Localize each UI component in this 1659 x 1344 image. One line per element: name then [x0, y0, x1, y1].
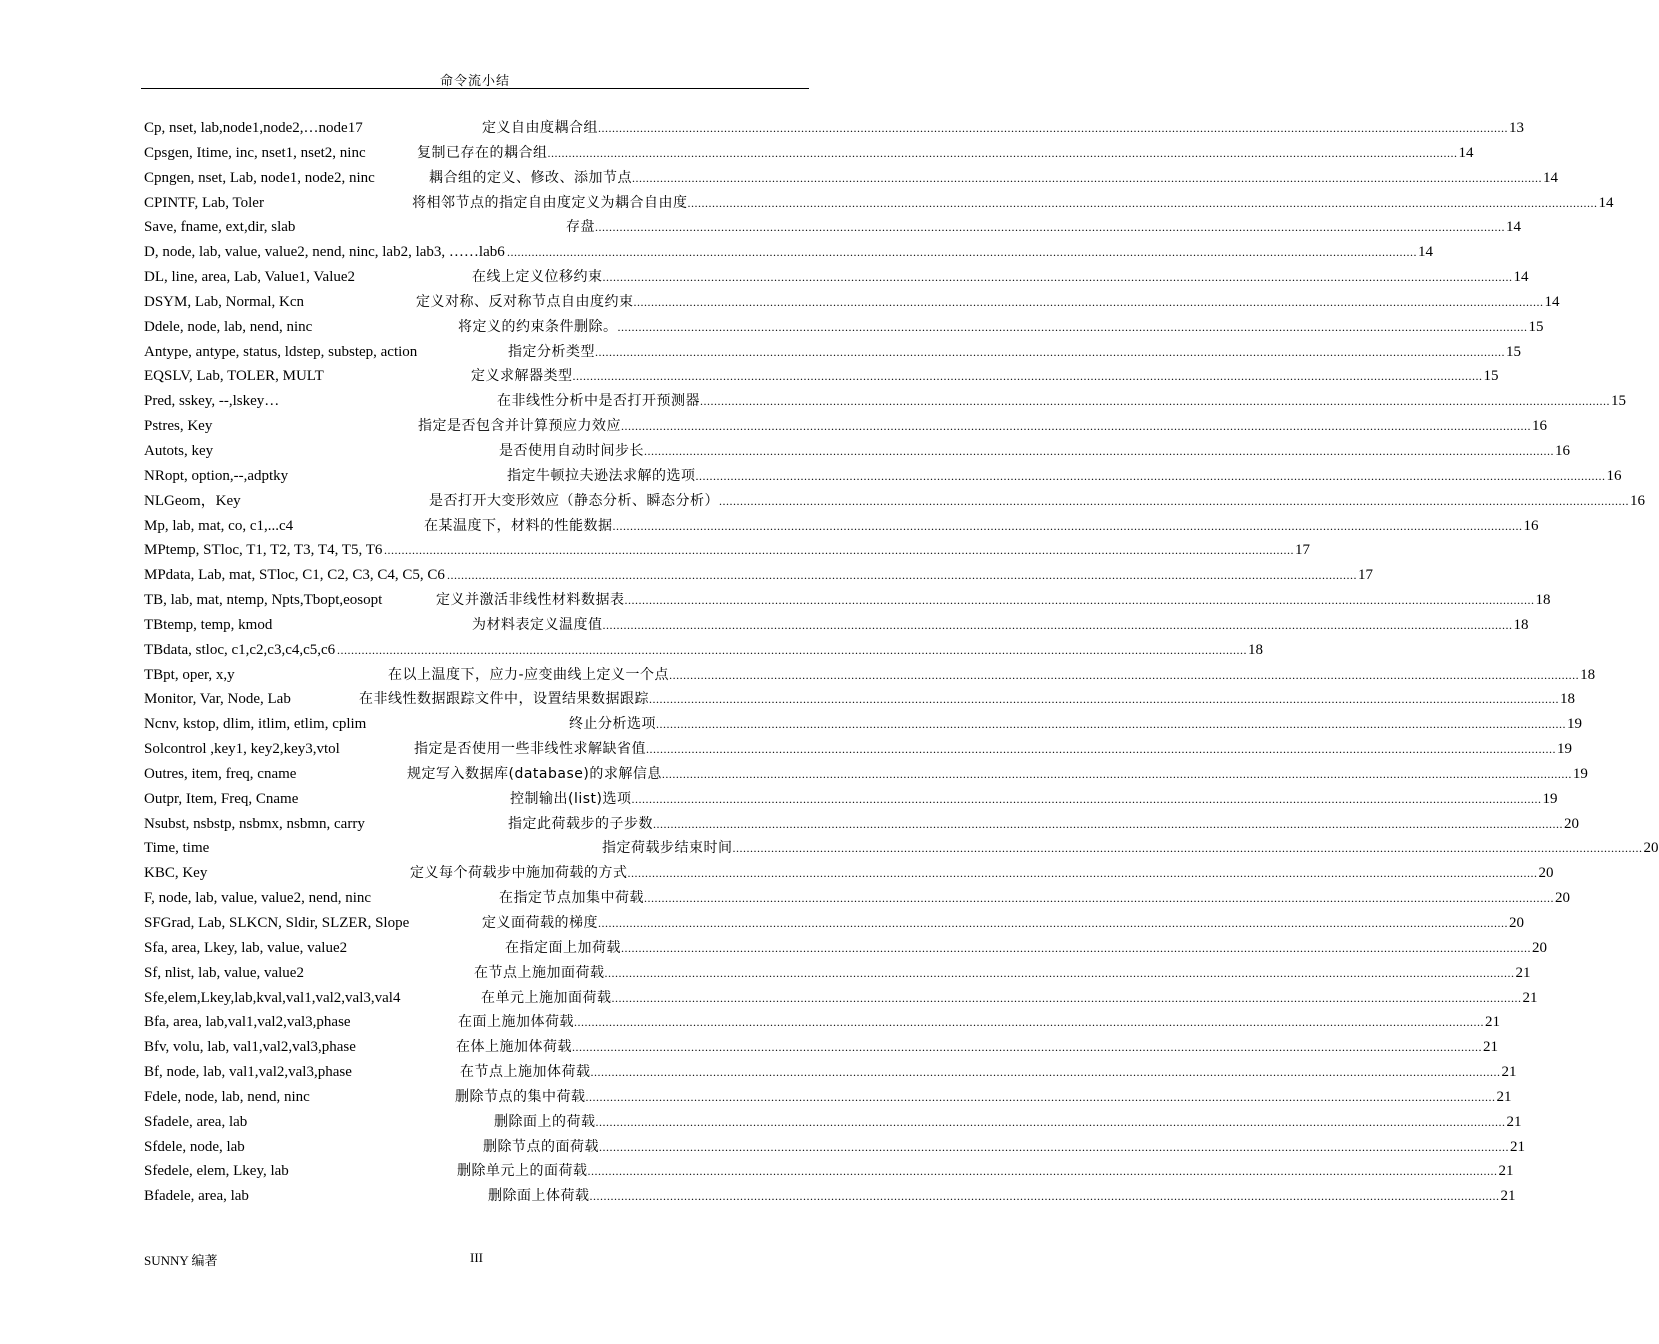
toc-entry[interactable]: [144, 240, 1433, 265]
toc-leader-dots: ....................................................................................................................................................................................................................................................................: [669, 667, 1580, 682]
page-header-title: 命令流小结: [439, 74, 510, 89]
toc-entry[interactable]: [144, 290, 1560, 315]
toc-description-group: [410, 861, 1554, 886]
toc-page-number: 14: [1513, 269, 1529, 286]
footer-author: SUNNY 编著: [144, 1253, 218, 1268]
toc-entry[interactable]: [144, 1135, 1525, 1160]
toc-command: TBdata, stloc, c1,c2,c3,c4,c5,c6: [144, 641, 336, 658]
toc-description: 是否使用自动时间步长: [499, 442, 644, 459]
toc-command: CPINTF, Lab, Toler: [144, 194, 264, 211]
toc-description-group: [359, 687, 1575, 712]
toc-entry[interactable]: [144, 141, 1474, 166]
toc-description: 控制输出(list)选项: [510, 790, 632, 807]
toc-command: Outres, item, freq, cname: [144, 765, 297, 782]
toc-entry[interactable]: [144, 439, 1570, 464]
toc-entry[interactable]: [144, 861, 1554, 886]
footer-page-number: III: [470, 1250, 483, 1265]
toc-entry[interactable]: [144, 762, 1588, 787]
toc-description-group: [447, 563, 1373, 588]
toc-leader-dots: ....................................................................................................................................................................................................................................................................: [612, 518, 1523, 533]
toc-leader-dots: ....................................................................................................................................................................................................................................................................: [631, 791, 1542, 806]
toc-entry[interactable]: [144, 116, 1524, 141]
toc-entry[interactable]: [144, 166, 1558, 191]
toc-description-group: [507, 464, 1622, 489]
toc-description-group: [569, 712, 1582, 737]
toc-page-number: 15: [1506, 343, 1521, 360]
toc-leader-dots: ....................................................................................................................................................................................................................................................................: [587, 1164, 1498, 1179]
toc-page-number: 20: [1532, 939, 1547, 956]
toc-page-number: 20: [1555, 890, 1570, 907]
toc-entry[interactable]: [144, 464, 1622, 489]
toc-entry[interactable]: [144, 1159, 1514, 1184]
toc-leader-dots: ....................................................................................................................................................................................................................................................................: [598, 916, 1508, 930]
toc-command: NLGeom，Key: [144, 492, 241, 509]
toc-command: KBC, Key: [144, 865, 208, 882]
toc-entry[interactable]: [144, 687, 1575, 712]
toc-leader-dots: ....................................................................................................................................................................................................................................................................: [572, 1040, 1482, 1055]
toc-command: Bfa, area, lab,val1,val2,val3,phase: [144, 1014, 351, 1031]
toc-leader-dots: ....................................................................................................................................................................................................................................................................: [585, 1089, 1496, 1104]
toc-description: 在节点上施加体荷载: [460, 1064, 591, 1081]
toc-entry[interactable]: [144, 1035, 1498, 1060]
toc-command: Sf, nlist, lab, value, value2: [144, 964, 304, 981]
toc-entry[interactable]: [144, 961, 1531, 986]
toc-entry[interactable]: [144, 191, 1614, 216]
toc-description-group: [424, 514, 1539, 539]
toc-description: 将相邻节点的指定自由度定义为耦合自由度: [412, 194, 688, 211]
toc-entry[interactable]: [144, 663, 1596, 688]
toc-command: Save, fname, ext,dir, slab: [144, 219, 296, 236]
toc-description-group: [460, 1060, 1517, 1085]
toc-description: 删除节点的集中荷载: [455, 1088, 586, 1105]
toc-description-group: [388, 663, 1596, 688]
toc-entry[interactable]: [144, 836, 1659, 861]
toc-description: 在线上定义位移约束: [472, 269, 603, 286]
toc-description: 终止分析选项: [569, 716, 656, 733]
toc-command: Sfadele, area, lab: [144, 1113, 248, 1130]
toc-description: 删除单元上的面荷载: [457, 1163, 588, 1180]
toc-command: DL, line, area, Lab, Value1, Value2: [144, 269, 356, 286]
toc-description-group: [602, 836, 1659, 861]
toc-description-group: [497, 389, 1626, 414]
toc-leader-dots: ....................................................................................................................................................................................................................................................................: [602, 617, 1513, 632]
toc-description: 指定此荷载步的子步数: [508, 815, 653, 832]
toc-leader-dots: ....................................................................................................................................................................................................................................................................: [661, 766, 1572, 781]
toc-leader-dots: ....................................................................................................................................................................................................................................................................: [644, 443, 1554, 458]
toc-page-number: 18: [1513, 616, 1529, 633]
toc-description: 在指定节点加集中荷载: [499, 890, 644, 907]
toc-description-group: [414, 737, 1572, 762]
toc-command: MPtemp, STloc, T1, T2, T3, T4, T5, T6: [144, 542, 383, 559]
toc-entry[interactable]: [144, 812, 1579, 837]
toc-description-group: [482, 116, 1524, 141]
toc-page-number: 21: [1500, 1188, 1516, 1205]
toc-entry[interactable]: [144, 265, 1529, 290]
toc-description-group: [458, 315, 1544, 340]
toc-command: Sfa, area, Lkey, lab, value, value2: [144, 939, 348, 956]
header-rule: [141, 88, 809, 89]
toc-entry[interactable]: [144, 588, 1551, 613]
toc-leader-dots: ....................................................................................................................................................................................................................................................................: [624, 593, 1535, 608]
toc-description: 耦合组的定义、修改、添加节点: [429, 169, 632, 186]
toc-page-number: 14: [1506, 219, 1521, 236]
toc-leader-dots: ....................................................................................................................................................................................................................................................................: [732, 841, 1643, 856]
toc-leader-dots: ....................................................................................................................................................................................................................................................................: [687, 195, 1598, 210]
toc-description-group: [429, 166, 1558, 191]
toc-page-number: 17: [1295, 542, 1310, 559]
toc-entry[interactable]: [144, 737, 1572, 762]
toc-description: 删除面上体荷载: [488, 1188, 590, 1205]
toc-page-number: 21: [1498, 1163, 1514, 1180]
toc-leader-dots: ....................................................................................................................................................................................................................................................................: [507, 245, 1417, 260]
toc-entry[interactable]: [144, 315, 1544, 340]
toc-description: 定义自由度耦合组: [482, 120, 598, 136]
toc-description: 定义并激活非线性材料数据表: [436, 592, 625, 609]
toc-page-number: 14: [1418, 244, 1433, 261]
toc-description: 在单元上施加面荷载: [481, 989, 612, 1006]
toc-description-group: [416, 290, 1560, 315]
toc-description-group: [508, 340, 1521, 365]
toc-command: Bfv, volu, lab, val1,val2,val3,phase: [144, 1039, 356, 1056]
toc-entry[interactable]: [144, 638, 1263, 663]
toc-leader-dots: ....................................................................................................................................................................................................................................................................: [627, 866, 1538, 881]
toc-leader-dots: ....................................................................................................................................................................................................................................................................: [595, 220, 1505, 235]
toc-description: 为材料表定义温度值: [472, 616, 603, 633]
toc-description: 定义对称、反对称节点自由度约束: [416, 293, 634, 310]
toc-command: Cpsgen, Itime, inc, nset1, nset2, ninc: [144, 144, 366, 161]
toc-description: 定义求解器类型: [471, 368, 573, 385]
toc-page-number: 21: [1522, 989, 1538, 1006]
toc-description: 在指定面上加荷载: [505, 939, 621, 956]
toc-page-number: 21: [1496, 1088, 1512, 1105]
toc-command: TBpt, oper, x,y: [144, 666, 235, 683]
toc-entry[interactable]: [144, 340, 1521, 365]
toc-command: D, node, lab, value, value2, nend, ninc, lab2, lab3, ……lab6: [144, 244, 505, 261]
toc-entry[interactable]: [144, 389, 1626, 414]
toc-page-number: 16: [1630, 492, 1645, 509]
toc-command: MPdata, Lab, mat, STloc, C1, C2, C3, C4, C5, C6: [144, 567, 445, 584]
toc-command: Autots, key: [144, 442, 214, 459]
toc-description-group: [499, 439, 1570, 464]
toc-command: F, node, lab, value, value2, nend, ninc: [144, 890, 372, 907]
toc-entry[interactable]: [144, 986, 1538, 1011]
toc-description-group: [337, 638, 1263, 663]
toc-leader-dots: ....................................................................................................................................................................................................................................................................: [621, 419, 1531, 434]
toc-leader-dots: ....................................................................................................................................................................................................................................................................: [384, 543, 1294, 558]
toc-leader-dots: ....................................................................................................................................................................................................................................................................: [646, 742, 1556, 757]
toc-description-group: [472, 613, 1529, 638]
toc-description-group: [407, 762, 1588, 787]
toc-command: TB, lab, mat, ntemp, Npts,Tbopt,eosopt: [144, 592, 383, 609]
toc-description: 复制已存在的耦合组: [417, 144, 548, 161]
toc-leader-dots: ....................................................................................................................................................................................................................................................................: [695, 468, 1606, 483]
toc-page-number: 21: [1515, 964, 1531, 981]
toc-page-number: 20: [1564, 815, 1579, 832]
table-of-contents: [144, 116, 1659, 1209]
toc-page-number: 16: [1532, 418, 1547, 435]
toc-leader-dots: ....................................................................................................................................................................................................................................................................: [598, 121, 1508, 135]
toc-leader-dots: ....................................................................................................................................................................................................................................................................: [337, 642, 1247, 657]
toc-page-number: 14: [1598, 194, 1614, 211]
toc-description-group: [499, 886, 1570, 911]
toc-page-number: 18: [1580, 666, 1596, 683]
toc-page-number: 20: [1509, 915, 1524, 931]
toc-description: 删除面上的荷载: [494, 1113, 596, 1130]
toc-description-group: [457, 1159, 1514, 1184]
toc-page-number: 18: [1535, 592, 1551, 609]
toc-command: Solcontrol ,key1, key2,key3,vtol: [144, 741, 340, 758]
toc-leader-dots: ....................................................................................................................................................................................................................................................................: [632, 170, 1542, 185]
toc-leader-dots: ....................................................................................................................................................................................................................................................................: [447, 568, 1357, 583]
toc-page-number: 20: [1643, 840, 1659, 857]
toc-entry[interactable]: [144, 215, 1521, 240]
toc-description: 定义面荷载的梯度: [482, 915, 598, 931]
toc-page-number: 16: [1555, 442, 1570, 459]
toc-page-number: 14: [1543, 169, 1558, 186]
toc-description: 在非线性数据跟踪文件中，设置结果数据跟踪: [359, 691, 649, 708]
toc-entry[interactable]: [144, 563, 1373, 588]
toc-description: 是否打开大变形效应（静态分析、瞬态分析）: [429, 492, 719, 509]
toc-description: 将定义的约束条件删除。: [458, 318, 618, 335]
toc-leader-dots: ....................................................................................................................................................................................................................................................................: [595, 344, 1505, 359]
toc-leader-dots: ....................................................................................................................................................................................................................................................................: [653, 816, 1563, 831]
toc-page-number: 15: [1483, 368, 1499, 385]
toc-entry[interactable]: [144, 787, 1558, 812]
toc-page-number: 16: [1523, 517, 1539, 534]
toc-description-group: [456, 1035, 1498, 1060]
toc-page-number: 20: [1538, 865, 1554, 882]
toc-description-group: [429, 489, 1645, 514]
toc-description-group: [494, 1110, 1522, 1135]
toc-description: 在以上温度下，应力-应变曲线上定义一个点: [388, 666, 670, 683]
toc-entry[interactable]: [144, 613, 1529, 638]
toc-entry[interactable]: [144, 1010, 1500, 1035]
toc-description-group: [384, 538, 1310, 563]
toc-description: 存盘: [566, 219, 595, 236]
toc-description-group: [510, 787, 1558, 812]
toc-page-number: 13: [1509, 120, 1524, 136]
toc-entry[interactable]: [144, 514, 1539, 539]
toc-leader-dots: ....................................................................................................................................................................................................................................................................: [649, 692, 1559, 707]
toc-command: Sfedele, elem, Lkey, lab: [144, 1163, 289, 1180]
toc-leader-dots: ....................................................................................................................................................................................................................................................................: [595, 1114, 1506, 1129]
toc-description-group: [505, 936, 1547, 961]
toc-leader-dots: ....................................................................................................................................................................................................................................................................: [633, 294, 1544, 309]
toc-description: 指定是否包含并计算预应力效应: [418, 418, 621, 435]
toc-leader-dots: ....................................................................................................................................................................................................................................................................: [611, 990, 1522, 1005]
toc-description-group: [471, 364, 1499, 389]
toc-leader-dots: ....................................................................................................................................................................................................................................................................: [604, 965, 1515, 980]
toc-entry[interactable]: [144, 489, 1645, 514]
toc-description-group: [455, 1085, 1512, 1110]
toc-command: Sfdele, node, lab: [144, 1138, 245, 1155]
toc-leader-dots: ....................................................................................................................................................................................................................................................................: [656, 717, 1566, 732]
toc-entry[interactable]: [144, 936, 1547, 961]
toc-command: TBtemp, temp, kmod: [144, 616, 273, 633]
toc-page-number: 19: [1557, 741, 1572, 758]
toc-entry[interactable]: [144, 712, 1582, 737]
toc-entry[interactable]: [144, 1184, 1516, 1209]
toc-page-number: 15: [1528, 318, 1544, 335]
toc-page-number: 19: [1542, 790, 1558, 807]
toc-command: Cpngen, nset, Lab, node1, node2, ninc: [144, 169, 375, 186]
toc-leader-dots: ....................................................................................................................................................................................................................................................................: [719, 493, 1629, 508]
toc-entry[interactable]: [144, 414, 1547, 439]
toc-description-group: [488, 1184, 1516, 1209]
toc-command: Ddele, node, lab, nend, ninc: [144, 318, 313, 335]
toc-command: Antype, antype, status, ldstep, substep, action: [144, 343, 418, 360]
toc-description: 指定荷载步结束时间: [602, 840, 733, 857]
toc-leader-dots: ....................................................................................................................................................................................................................................................................: [590, 1065, 1501, 1080]
toc-leader-dots: ....................................................................................................................................................................................................................................................................: [644, 891, 1554, 906]
toc-description-group: [472, 265, 1529, 290]
toc-description: 指定牛顿拉夫逊法求解的选项: [507, 467, 696, 484]
toc-leader-dots: ....................................................................................................................................................................................................................................................................: [572, 369, 1483, 384]
toc-entry[interactable]: [144, 1110, 1522, 1135]
toc-command: Mp, lab, mat, co, c1,...c4: [144, 517, 294, 534]
toc-description: 在体上施加体荷载: [456, 1039, 572, 1056]
toc-entry[interactable]: [144, 1085, 1512, 1110]
toc-command: Pstres, Key: [144, 418, 213, 435]
toc-description: 指定分析类型: [508, 343, 595, 360]
toc-page-number: 17: [1358, 567, 1373, 584]
toc-description: 指定是否使用一些非线性求解缺省值: [414, 741, 646, 758]
toc-command: DSYM, Lab, Normal, Kcn: [144, 293, 304, 310]
toc-description-group: [418, 414, 1547, 439]
toc-entry[interactable]: [144, 538, 1310, 563]
toc-description: 删除节点的面荷载: [483, 1138, 599, 1155]
toc-description-group: [436, 588, 1551, 613]
toc-description: 在面上施加体荷载: [458, 1014, 574, 1031]
toc-leader-dots: ....................................................................................................................................................................................................................................................................: [621, 940, 1531, 955]
toc-page-number: 14: [1544, 293, 1560, 310]
toc-command: Ncnv, kstop, dlim, itlim, etlim, cplim: [144, 716, 367, 733]
toc-entry[interactable]: [144, 1060, 1517, 1085]
toc-page-number: 18: [1248, 641, 1263, 658]
toc-page-number: 14: [1458, 144, 1474, 161]
toc-leader-dots: ....................................................................................................................................................................................................................................................................: [589, 1189, 1500, 1204]
toc-command: SFGrad, Lab, SLKCN, Sldir, SLZER, Slope: [144, 915, 410, 931]
toc-description: 定义每个荷载步中施加荷载的方式: [410, 865, 628, 882]
toc-page-number: 15: [1611, 393, 1626, 410]
toc-entry[interactable]: [144, 886, 1570, 911]
toc-description-group: [458, 1010, 1500, 1035]
toc-description: 在某温度下，材料的性能数据: [424, 517, 613, 534]
toc-description-group: [507, 240, 1433, 265]
toc-leader-dots: ....................................................................................................................................................................................................................................................................: [547, 145, 1458, 160]
toc-leader-dots: ....................................................................................................................................................................................................................................................................: [599, 1139, 1509, 1154]
toc-command: Fdele, node, lab, nend, ninc: [144, 1088, 310, 1105]
toc-command: Bf, node, lab, val1,val2,val3,phase: [144, 1064, 352, 1081]
toc-page-number: 16: [1606, 467, 1622, 484]
toc-description-group: [566, 215, 1521, 240]
toc-command: NRopt, option,--,adptky: [144, 467, 289, 484]
toc-leader-dots: ....................................................................................................................................................................................................................................................................: [617, 319, 1528, 334]
toc-leader-dots: ....................................................................................................................................................................................................................................................................: [574, 1015, 1484, 1030]
toc-description: 在非线性分析中是否打开预测器: [497, 393, 700, 410]
toc-entry[interactable]: [144, 364, 1499, 389]
toc-command: Bfadele, area, lab: [144, 1188, 249, 1205]
toc-command: Time, time: [144, 840, 210, 857]
toc-page-number: 21: [1506, 1113, 1522, 1130]
toc-description-group: [412, 191, 1614, 216]
toc-command: EQSLV, Lab, TOLER, MULT: [144, 368, 324, 385]
toc-description: 在节点上施加面荷载: [474, 964, 605, 981]
toc-description-group: [481, 986, 1538, 1011]
toc-page-number: 21: [1501, 1064, 1517, 1081]
toc-leader-dots: ....................................................................................................................................................................................................................................................................: [602, 270, 1513, 285]
toc-description-group: [474, 961, 1531, 986]
toc-page-number: 18: [1560, 691, 1575, 708]
toc-description-group: [482, 911, 1524, 936]
toc-description-group: [483, 1135, 1525, 1160]
toc-page-number: 19: [1572, 765, 1588, 782]
toc-page-number: 21: [1485, 1014, 1500, 1031]
toc-command: Monitor, Var, Node, Lab: [144, 691, 291, 708]
toc-entry[interactable]: [144, 911, 1524, 936]
toc-command: Sfe,elem,Lkey,lab,kval,val1,val2,val3,val4: [144, 989, 401, 1006]
toc-description: 规定写入数据库(database)的求解信息: [407, 765, 662, 782]
toc-description-group: [508, 812, 1579, 837]
toc-page-number: 21: [1483, 1039, 1498, 1056]
toc-command: Pred, sskey, --,lskey…: [144, 393, 280, 410]
toc-page-number: 21: [1510, 1138, 1525, 1155]
toc-command: Outpr, Item, Freq, Cname: [144, 790, 299, 807]
toc-leader-dots: ....................................................................................................................................................................................................................................................................: [700, 394, 1610, 409]
toc-command: Nsubst, nsbstp, nsbmx, nsbmn, carry: [144, 815, 365, 832]
toc-page-number: 19: [1567, 716, 1582, 733]
toc-description-group: [417, 141, 1474, 166]
toc-command: Cp, nset, lab,node1,node2,…node17: [144, 120, 363, 136]
